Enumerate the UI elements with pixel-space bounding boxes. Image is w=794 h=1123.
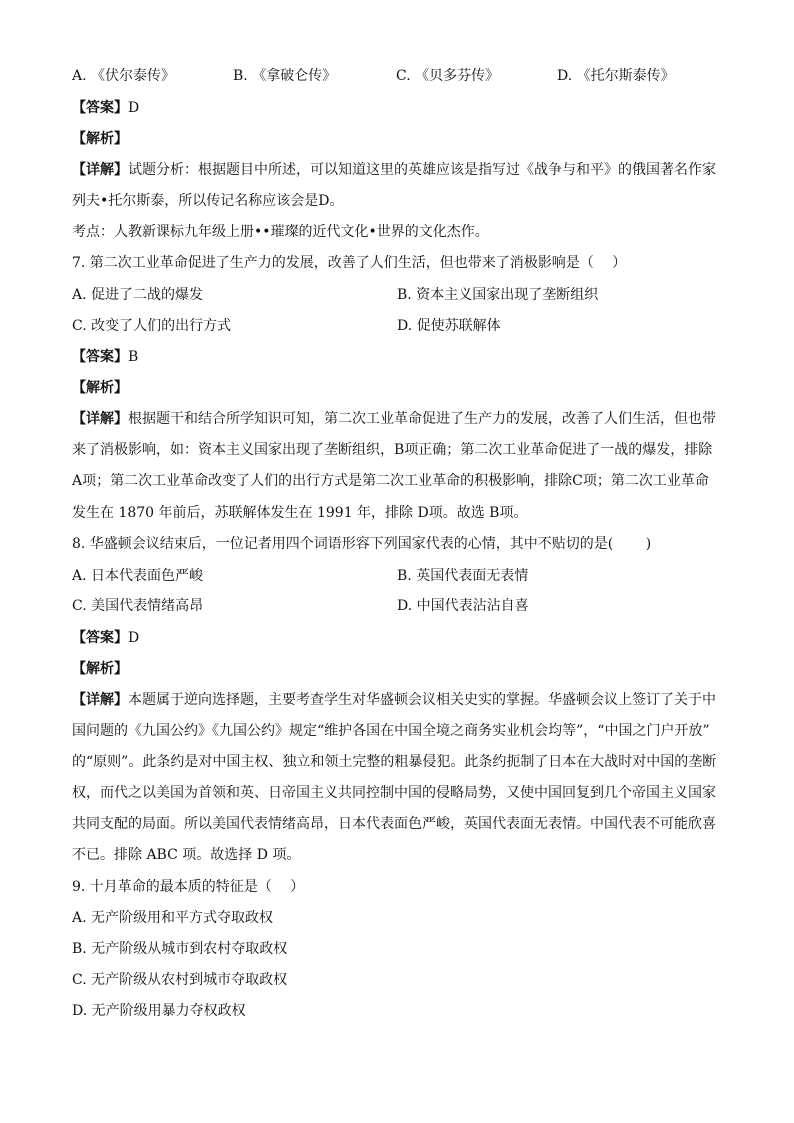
q7-option-a: A. 促进了二战的爆发 [72,287,204,303]
q8-detail-line-6: 不已。排除 ABC 项。故选择 D 项。 [72,847,301,863]
q9-option-a: A. 无产阶级用和平方式夺取政权 [72,910,274,926]
detail-text: 根据题干和结合所学知识可知，第二次工业革命促进了生产力的发展，改善了人们生活，但也带 [128,411,716,427]
answer-value: D [128,630,140,646]
q7-stem: 7. 第二次工业革命促进了生产力的发展，改善了人们生活，但也带来了消极影响是（ ） [72,255,627,271]
detail-label: 【详解】 [72,411,128,427]
q8-option-d: D. 中国代表沾沾自喜 [397,598,529,614]
q8-detail-line-4: 权，而代之以美国为首领和英、日帝国主义共同控制中国的侵略局势，又使中国回复到几个帝国主义国家 [72,785,716,801]
q6-analysis-label: 【解析】 [72,131,128,147]
q7-answer [72,347,722,367]
q8-detail-line-2: 国问题的《九国公约》《九国公约》规定“维护各国在中国全境之商务实业机会均等”，“中国之门户开放” [72,723,710,739]
q8-detail-line-3: 的“原则”。此条约是对中国主权、独立和领土完整的粗暴侵犯。此条约扼制了日本在大战时对中国的垄断 [72,754,717,770]
q8-option-a: A. 日本代表面色严峻 [72,568,204,584]
q7-option-c: C. 改变了人们的出行方式 [72,318,232,334]
q6-option-a: A. 《伏尔泰传》 [72,68,176,84]
q7-detail-line-1 [72,409,722,429]
q6-option-d: D. 《托尔斯泰传》 [557,68,675,84]
q8-detail-line-1 [72,690,722,710]
q7-detail-line-4: 发生在 1870 年前后，苏联解体发生在 1991 年，排除 D项。故选 B项。 [72,505,528,521]
detail-label: 【详解】 [72,162,128,178]
q8-analysis-label: 【解析】 [72,661,128,677]
q8-answer [72,628,722,648]
q8-stem: 8. 华盛顿会议结束后，一位记者用四个词语形容下列国家代表的心情，其中不贴切的是( ) [72,536,652,552]
q9-stem: 9. 十月革命的最本质的特征是（ ） [72,879,305,895]
q8-option-b: B. 英国代表面无表情 [397,568,529,584]
detail-text: 试题分析：根据题目中所述，可以知道这里的英雄应该是指写过《战争与和平》的俄国著名作家 [128,162,716,178]
answer-label: 【答案】 [72,349,128,365]
q6-option-c: C. 《贝多芬传》 [396,68,500,84]
q7-option-b: B. 资本主义国家出现了垄断组织 [397,287,599,303]
q9-option-b: B. 无产阶级从城市到农村夺取政权 [72,941,288,957]
detail-label: 【详解】 [72,692,128,708]
q6-answer [72,98,722,118]
q6-option-b: B. 《拿破仑传》 [233,68,337,84]
q7-detail-line-2: 来了消极影响，如：资本主义国家出现了垄断组织，B项正确；第二次工业革命促进了一战的爆发，排除 [72,442,713,458]
q7-analysis-label: 【解析】 [72,380,128,396]
q9-option-d: D. 无产阶级用暴力夺权政权 [72,1003,246,1019]
q6-detail-line-2: 列夫•托尔斯泰，所以传记名称应该会是D。 [72,193,344,209]
answer-value: D [128,100,140,116]
q7-option-d: D. 促使苏联解体 [397,318,501,334]
q9-option-c: C. 无产阶级从农村到城市夺取政权 [72,972,288,988]
detail-text: 本题属于逆向选择题，主要考查学生对华盛顿会议相关史实的掌握。华盛顿会议上签订了关于中 [128,692,716,708]
q6-note: 考点：人教新课标九年级上册••璀璨的近代文化•世界的文化杰作。 [72,224,489,240]
answer-label: 【答案】 [72,100,128,116]
answer-label: 【答案】 [72,630,128,646]
q8-detail-line-5: 共同支配的局面。所以美国代表情绪高昂，日本代表面色严峻，英国代表面无表情。中国代表不可能欣喜 [72,816,716,832]
q7-detail-line-3: A项；第二次工业革命改变了人们的出行方式是第二次工业革命的积极影响，排除C项；第二次工业革命 [72,473,709,489]
answer-value: B [128,349,139,365]
q8-option-c: C. 美国代表情绪高昂 [72,598,204,614]
q6-detail-line-1 [72,160,722,180]
